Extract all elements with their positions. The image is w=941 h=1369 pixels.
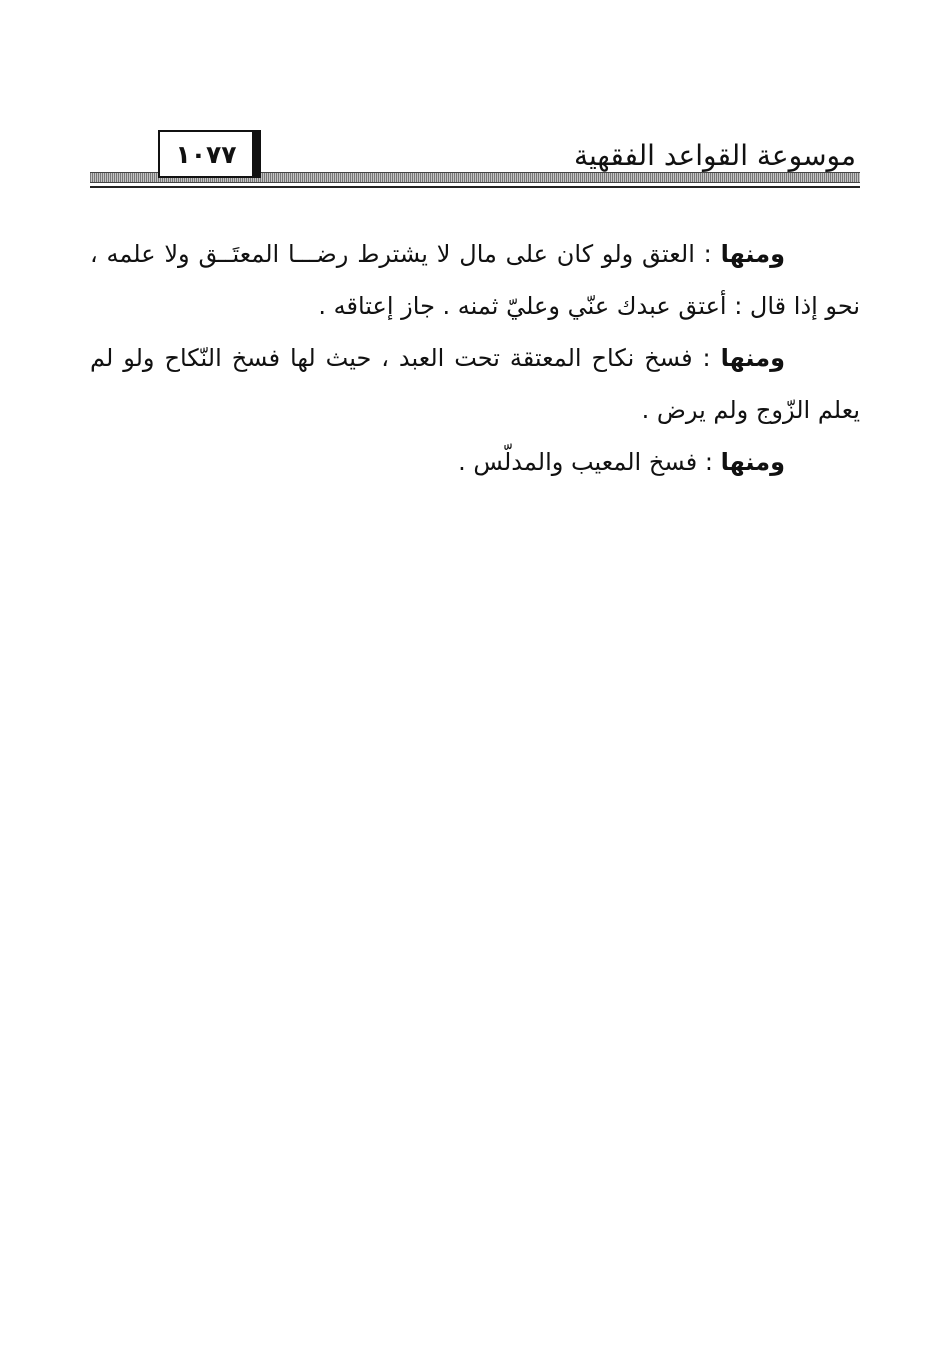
paragraph-1 [90, 228, 860, 332]
page-number: ١٠٧٧ [175, 139, 237, 169]
lead-word: ومنها [720, 240, 785, 268]
page-number-box [158, 130, 261, 178]
running-header-title: موسوعة القواعد الفقهية [573, 139, 856, 172]
paragraph-3 [90, 436, 860, 488]
paragraph-2 [90, 332, 860, 436]
paragraph-text: : فسخ نكاح المعتقة تحت العبد ، حيث لها فسخ النّكاح ولو لم يعلم الزّوج ولم يرض . [90, 344, 860, 424]
lead-word: ومنها [720, 344, 785, 372]
body-text [90, 228, 860, 488]
header-rule-underline [90, 186, 860, 188]
paragraph-text: : فسخ المعيب والمدلّس . [458, 448, 721, 476]
paragraph-text: : العتق ولو كان على مال لا يشترط رضـــا المعتَــق ولا علمه ، نحو إذا قال : أعتق عبدك عنّي وعليّ ثمنه . جاز إعتاقه . [90, 240, 860, 320]
lead-word: ومنها [720, 448, 785, 476]
